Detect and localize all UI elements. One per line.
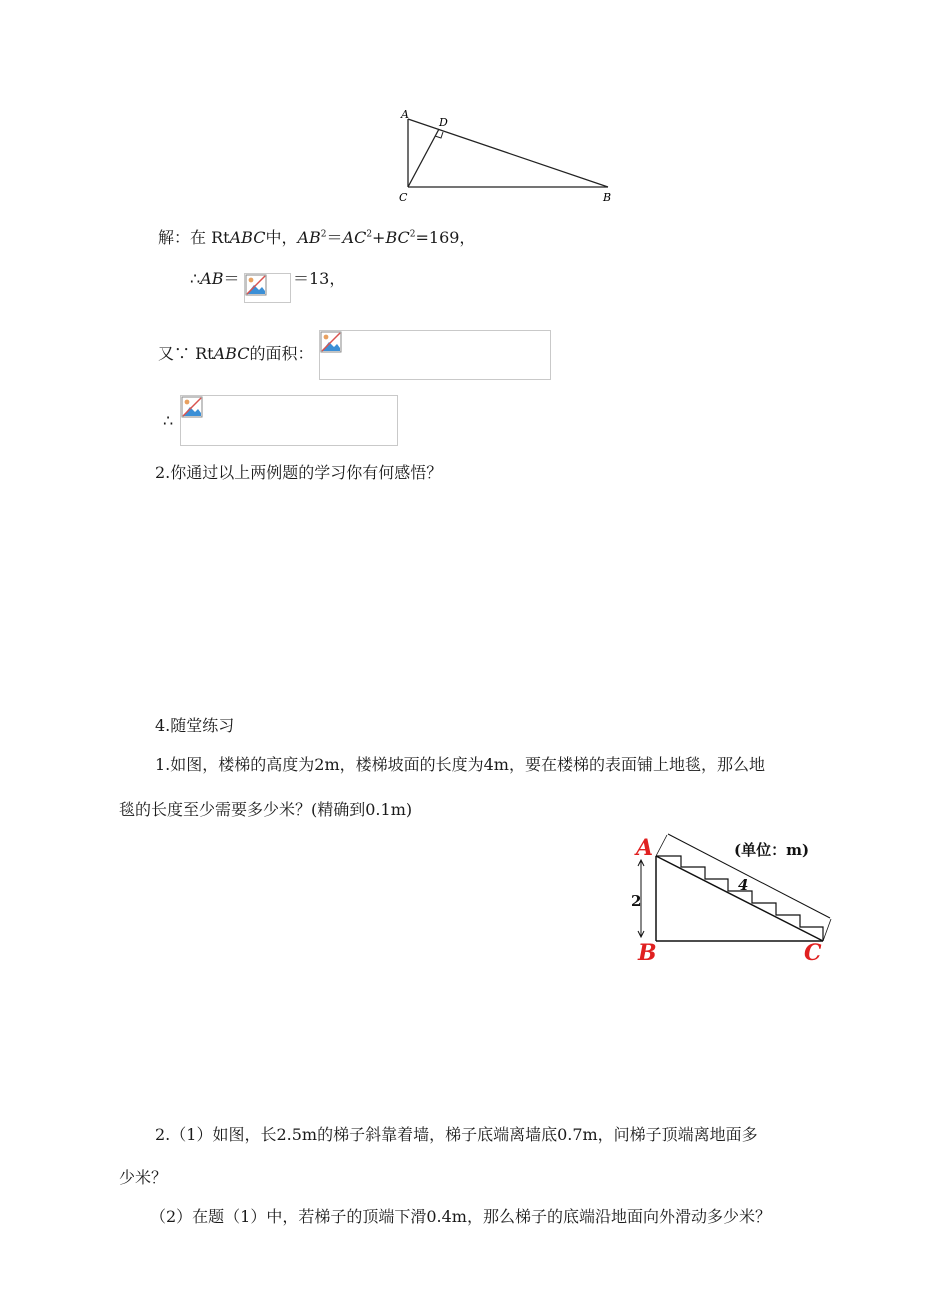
staircase-figure xyxy=(630,830,840,970)
broken-image-icon xyxy=(245,274,267,296)
formula-image-cd xyxy=(180,395,398,446)
broken-image-icon xyxy=(181,396,203,418)
question-2: 2.你通过以上两例题的学习你有何感悟？ xyxy=(155,463,443,482)
exercise-2-line-3: （2）在题（1）中，若梯子的顶端下滑0.4m，那么梯子的底端沿地面向外滑动多少米？ xyxy=(150,1207,771,1226)
side-ab xyxy=(408,119,608,187)
exercise-2-line-2: 少米？ xyxy=(119,1168,168,1187)
exercise-1-line-2: 毯的长度至少需要多少米？(精确到0.1m) xyxy=(119,800,413,819)
formula-image-sqrt xyxy=(244,273,291,303)
stair-label-c: C xyxy=(804,940,822,966)
broken-image-icon xyxy=(320,331,342,353)
stair-label-a: A xyxy=(636,835,654,861)
slope-label: 4 xyxy=(738,876,749,894)
solution-line-2: ∴AB＝ xyxy=(190,269,240,288)
altitude-cd xyxy=(408,129,439,187)
label-a: A xyxy=(401,108,409,121)
label-c: C xyxy=(399,191,408,204)
exercise-2-line-1: 2.（1）如图，长2.5m的梯子斜靠着墙，梯子底端离墙底0.7m，问梯子顶端离地面多 xyxy=(155,1125,758,1144)
label-b: B xyxy=(603,191,612,204)
slope-ac xyxy=(656,856,823,941)
formula-image-area xyxy=(319,330,551,380)
dimension-tick-left xyxy=(656,835,667,856)
dimension-tick-right xyxy=(823,919,831,941)
exercise-1-line-1: 1.如图，楼梯的高度为2m，楼梯坡面的长度为4m，要在楼梯的表面铺上地毯，那么地 xyxy=(155,755,765,774)
stair-label-b: B xyxy=(638,940,657,966)
unit-label: (单位：m) xyxy=(734,841,810,859)
triangle-figure xyxy=(395,105,625,205)
solution-line-2-tail: ＝13， xyxy=(293,269,346,288)
section-title: 4.随堂练习 xyxy=(155,716,235,735)
label-d: D xyxy=(439,116,448,129)
height-label: 2 xyxy=(631,892,642,910)
solution-line-1: 解：在 RtABC中，$AB^2=AC^2+BC^2=169$， xyxy=(158,228,476,247)
solution-line-3: 又∵ RtABC的面积： xyxy=(158,344,314,363)
solution-line-4: ∴ xyxy=(163,411,174,430)
